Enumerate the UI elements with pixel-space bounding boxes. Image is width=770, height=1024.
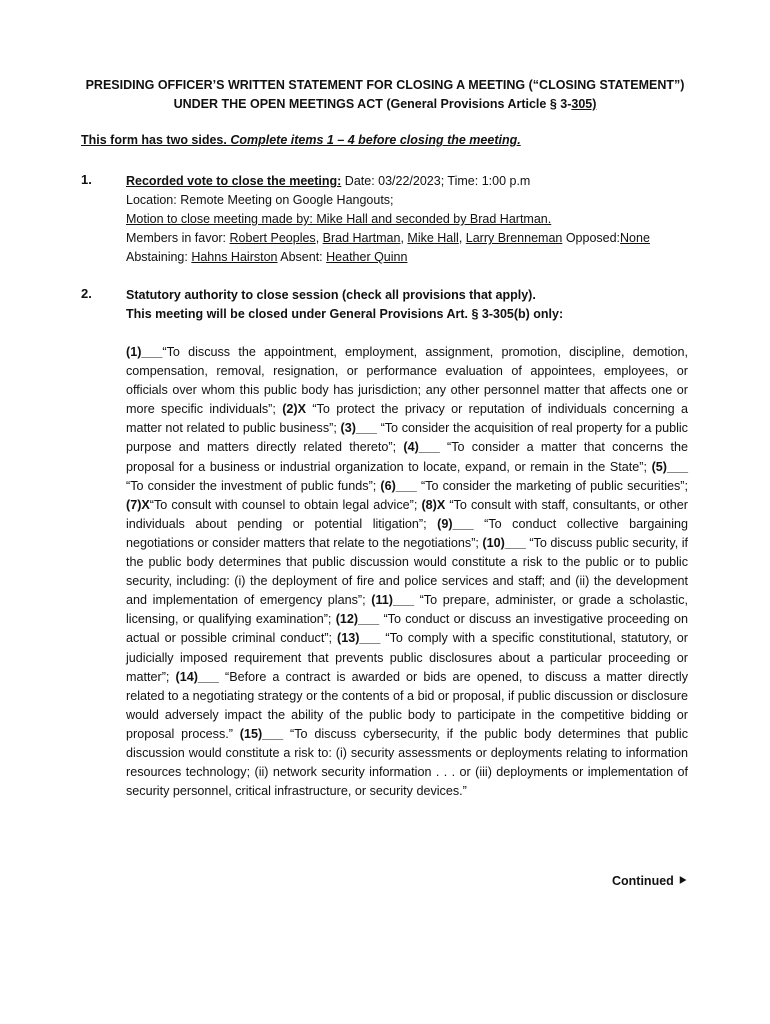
- provision-label: (11)___: [371, 593, 414, 608]
- opposed-label: Opposed:: [562, 231, 621, 245]
- abstain-line: [126, 248, 686, 267]
- member-favor: Larry Brenneman: [465, 231, 563, 245]
- provisions-paragraph: [126, 343, 688, 801]
- provision-text: “To consider the investment of public funds”;: [126, 478, 381, 493]
- vote-value: Date: 03/22/2023; Time: 1:00 p.m: [341, 174, 531, 188]
- provision-text: “To discuss cybersecurity, if the public body determines that public discussion would constitute a risk to: (i) security assessments or deployments relating to information resources technology; (ii) network security information . . . or (iii) deployments or implementation of security personnel, critical infrastructure, or security devices.”: [126, 726, 688, 799]
- provision-text: “Before a contract is awarded or bids are opened, to discuss a matter directly related to a negotiating strategy or the contents of a bid or proposal, if public discussion or disclosure would adversely impact the ability of the public body to participate in the competitive bidding or proposal process.”: [126, 669, 688, 741]
- article-number-link: 305): [571, 97, 597, 111]
- item-2-number: 2.: [81, 286, 92, 301]
- provision-text: “To conduct or discuss an investigative proceeding on actual or possible criminal conduct”;: [126, 612, 689, 646]
- provision-label: (2)X: [282, 402, 307, 417]
- opposed-value: None: [620, 231, 650, 245]
- provision-label: (6)___: [380, 478, 417, 493]
- continued-label: Continued ⯈: [612, 874, 688, 888]
- title-line-1: PRESIDING OFFICER’S WRITTEN STATEMENT FOR CLOSING A MEETING (“CLOSING STATEMENT”): [85, 78, 685, 92]
- title-line-2: [60, 95, 710, 114]
- absent-label: Absent:: [277, 250, 327, 264]
- provision-text: “To conduct collective bargaining negotiations or consider matters that relate to the negotiations”;: [126, 516, 688, 550]
- provision-text: “To prepare, administer, or grade a scholastic, licensing, or qualifying examination”;: [126, 593, 688, 627]
- provision-label: (14)___: [175, 669, 219, 684]
- vote-label: Recorded vote to close the meeting:: [126, 174, 342, 188]
- two-sides-notice: [81, 133, 521, 147]
- statutory-heading: Statutory authority to close session (check all provisions that apply).: [126, 288, 536, 302]
- members-line: Members in favor: Robert Peoples, Brad Hartman, Mike Hall, Larry Brenneman Opposed:None: [126, 231, 650, 245]
- absent-value: Heather Quinn: [326, 250, 408, 264]
- provision-text: “To consider the marketing of public securities”;: [416, 478, 688, 493]
- provision-label: (9)___: [437, 516, 474, 531]
- vote-line: [126, 172, 686, 191]
- provision-text: “To consult with counsel to obtain legal advice”;: [149, 497, 422, 512]
- provision-label: (10)___: [482, 535, 526, 550]
- notice-instruction: Complete items 1 – 4 before closing the meeting.: [230, 133, 521, 147]
- provision-label: (12)___: [335, 612, 380, 627]
- provision-label: (15)___: [239, 726, 284, 741]
- provision-label: (8)X: [421, 497, 446, 512]
- provision-label: (4)___: [403, 440, 440, 455]
- item-1-recorded-vote: [126, 172, 686, 267]
- item-2-heading: [126, 286, 686, 324]
- location-line: Location: Remote Meeting on Google Hangouts;: [126, 193, 394, 207]
- item-1-number: 1.: [81, 172, 92, 187]
- provision-label: (7)X: [126, 497, 150, 512]
- provision-text: “To comply with a specific constitutional, statutory, or judicially imposed requirement that prevents public disclosures about a particular proceeding or matter”;: [126, 631, 688, 684]
- provision-text: “To discuss the appointment, employment, assignment, promotion, discipline, demotion, compensation, removal, resignation, or performance evaluation of appointees, employees, or officials over whom this public body has jurisdiction; any other personnel matter that affects one or more specific individuals”;: [126, 345, 688, 417]
- provision-text: “To consider the acquisition of real property for a public purpose and matters directly related thereto”;: [126, 421, 688, 455]
- form-title: [60, 76, 710, 114]
- member-favor: Brad Hartman: [322, 231, 401, 245]
- provision-label: (13)___: [337, 631, 381, 646]
- provision-text: “To discuss public security, if the public body determines that public discussion would constitute a risk to the public or to public security, including: (i) the deployment of fire and police services and staff; and (ii) the development and implementation of emergency plans”;: [126, 535, 689, 608]
- provision-label: (3)___: [340, 421, 377, 436]
- provision-label: (5)___: [651, 459, 688, 474]
- provision-label: (1)___: [126, 345, 163, 359]
- motion-line: Motion to close meeting made by: Mike Hall and seconded by Brad Hartman.: [126, 212, 552, 226]
- favor-label: Members in favor:: [126, 231, 230, 245]
- title-line-2-text: UNDER THE OPEN MEETINGS ACT (General Provisions Article § 3-: [173, 97, 572, 111]
- provision-text: “To consult with staff, consultants, or other individuals about pending or potential litigation”;: [126, 497, 688, 531]
- notice-prefix: This form has two sides.: [81, 133, 231, 147]
- abstaining-value: Hahns Hairston: [191, 250, 278, 264]
- member-favor: Mike Hall: [407, 231, 459, 245]
- abstaining-label: Abstaining:: [126, 250, 192, 264]
- provision-text: “To consider a matter that concerns the proposal for a business or industrial organization to locate, expand, or remain in the State”;: [126, 440, 688, 474]
- closed-under-heading: This meeting will be closed under General Provisions Art. § 3-305(b) only:: [126, 307, 564, 321]
- member-favor: Robert Peoples: [229, 231, 316, 245]
- provision-text: “To protect the privacy or reputation of individuals concerning a matter not related to public business”;: [126, 402, 688, 436]
